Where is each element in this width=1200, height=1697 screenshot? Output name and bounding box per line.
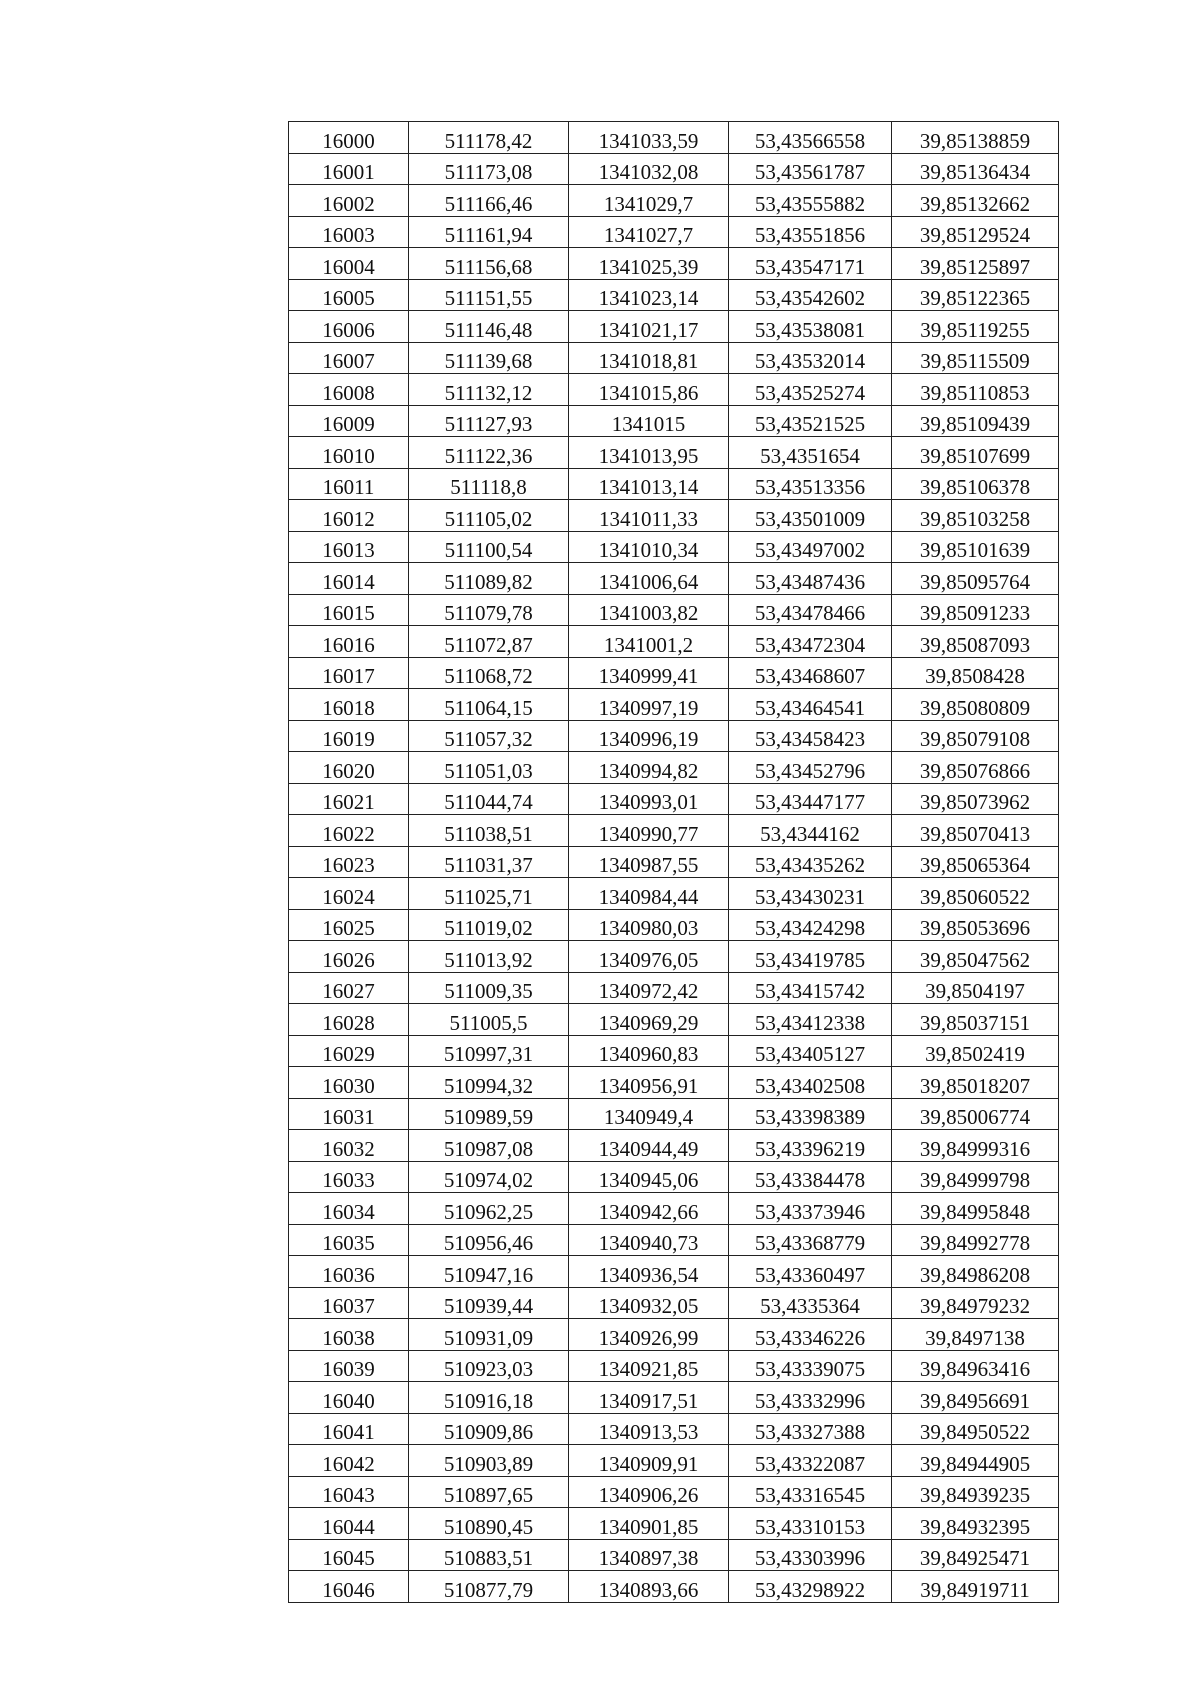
cell-x-coordinate: 511166,46 [409, 185, 569, 217]
cell-y-coordinate: 1340897,38 [569, 1539, 729, 1571]
cell-longitude: 39,85095764 [892, 563, 1059, 595]
cell-y-coordinate: 1341001,2 [569, 626, 729, 658]
table-row [289, 185, 1059, 217]
table-row [289, 1350, 1059, 1382]
cell-x-coordinate: 510987,08 [409, 1130, 569, 1162]
cell-y-coordinate: 1340980,03 [569, 909, 729, 941]
table-row [289, 1571, 1059, 1603]
cell-y-coordinate: 1340917,51 [569, 1382, 729, 1414]
cell-x-coordinate: 511122,36 [409, 437, 569, 469]
cell-point-number: 16009 [289, 405, 409, 437]
cell-longitude: 39,85065364 [892, 846, 1059, 878]
cell-x-coordinate: 511127,93 [409, 405, 569, 437]
table-row [289, 1035, 1059, 1067]
cell-latitude: 53,43373946 [729, 1193, 892, 1225]
cell-point-number: 16041 [289, 1413, 409, 1445]
table-row [289, 342, 1059, 374]
cell-longitude: 39,85122365 [892, 279, 1059, 311]
cell-x-coordinate: 510939,44 [409, 1287, 569, 1319]
cell-longitude: 39,85125897 [892, 248, 1059, 280]
table-row [289, 783, 1059, 815]
cell-x-coordinate: 511161,94 [409, 216, 569, 248]
cell-latitude: 53,43561787 [729, 153, 892, 185]
cell-point-number: 16044 [289, 1508, 409, 1540]
cell-longitude: 39,84944905 [892, 1445, 1059, 1477]
table-row [289, 216, 1059, 248]
cell-x-coordinate: 510877,79 [409, 1571, 569, 1603]
cell-x-coordinate: 511072,87 [409, 626, 569, 658]
cell-longitude: 39,85107699 [892, 437, 1059, 469]
table-row [289, 153, 1059, 185]
table-row [289, 720, 1059, 752]
cell-x-coordinate: 511031,37 [409, 846, 569, 878]
cell-point-number: 16031 [289, 1098, 409, 1130]
table-row [289, 1193, 1059, 1225]
cell-longitude: 39,85136434 [892, 153, 1059, 185]
table-row [289, 1413, 1059, 1445]
cell-point-number: 16021 [289, 783, 409, 815]
table-row [289, 279, 1059, 311]
cell-y-coordinate: 1341011,33 [569, 500, 729, 532]
cell-x-coordinate: 511146,48 [409, 311, 569, 343]
cell-x-coordinate: 511132,12 [409, 374, 569, 406]
cell-y-coordinate: 1341023,14 [569, 279, 729, 311]
cell-latitude: 53,43542602 [729, 279, 892, 311]
cell-y-coordinate: 1340960,83 [569, 1035, 729, 1067]
cell-latitude: 53,43547171 [729, 248, 892, 280]
table-row [289, 846, 1059, 878]
cell-point-number: 16022 [289, 815, 409, 847]
cell-longitude: 39,85073962 [892, 783, 1059, 815]
cell-longitude: 39,84979232 [892, 1287, 1059, 1319]
cell-latitude: 53,4344162 [729, 815, 892, 847]
cell-y-coordinate: 1341015 [569, 405, 729, 437]
cell-point-number: 16043 [289, 1476, 409, 1508]
cell-latitude: 53,43360497 [729, 1256, 892, 1288]
cell-longitude: 39,84992778 [892, 1224, 1059, 1256]
table-row [289, 437, 1059, 469]
cell-x-coordinate: 510903,89 [409, 1445, 569, 1477]
cell-x-coordinate: 511057,32 [409, 720, 569, 752]
cell-longitude: 39,85103258 [892, 500, 1059, 532]
cell-point-number: 16005 [289, 279, 409, 311]
cell-y-coordinate: 1340994,82 [569, 752, 729, 784]
cell-y-coordinate: 1340999,41 [569, 657, 729, 689]
cell-latitude: 53,43464541 [729, 689, 892, 721]
cell-latitude: 53,43412338 [729, 1004, 892, 1036]
table-row [289, 1476, 1059, 1508]
cell-point-number: 16039 [289, 1350, 409, 1382]
cell-x-coordinate: 511156,68 [409, 248, 569, 280]
cell-longitude: 39,85109439 [892, 405, 1059, 437]
cell-y-coordinate: 1340969,29 [569, 1004, 729, 1036]
cell-longitude: 39,84963416 [892, 1350, 1059, 1382]
cell-longitude: 39,8508428 [892, 657, 1059, 689]
cell-point-number: 16001 [289, 153, 409, 185]
cell-point-number: 16018 [289, 689, 409, 721]
cell-y-coordinate: 1341006,64 [569, 563, 729, 595]
cell-x-coordinate: 510994,32 [409, 1067, 569, 1099]
cell-latitude: 53,43447177 [729, 783, 892, 815]
cell-point-number: 16003 [289, 216, 409, 248]
cell-x-coordinate: 511013,92 [409, 941, 569, 973]
cell-longitude: 39,84999316 [892, 1130, 1059, 1162]
cell-longitude: 39,85115509 [892, 342, 1059, 374]
table-row [289, 657, 1059, 689]
table-row [289, 1445, 1059, 1477]
cell-x-coordinate: 511038,51 [409, 815, 569, 847]
cell-point-number: 16037 [289, 1287, 409, 1319]
cell-longitude: 39,85106378 [892, 468, 1059, 500]
table-row [289, 1004, 1059, 1036]
cell-latitude: 53,43430231 [729, 878, 892, 910]
cell-y-coordinate: 1340921,85 [569, 1350, 729, 1382]
cell-x-coordinate: 511105,02 [409, 500, 569, 532]
cell-y-coordinate: 1340996,19 [569, 720, 729, 752]
cell-point-number: 16007 [289, 342, 409, 374]
cell-x-coordinate: 511009,35 [409, 972, 569, 1004]
cell-x-coordinate: 511151,55 [409, 279, 569, 311]
cell-latitude: 53,43468607 [729, 657, 892, 689]
cell-y-coordinate: 1340901,85 [569, 1508, 729, 1540]
cell-y-coordinate: 1340893,66 [569, 1571, 729, 1603]
cell-point-number: 16028 [289, 1004, 409, 1036]
cell-latitude: 53,43551856 [729, 216, 892, 248]
cell-point-number: 16046 [289, 1571, 409, 1603]
table-row [289, 500, 1059, 532]
table-row [289, 1130, 1059, 1162]
cell-x-coordinate: 511089,82 [409, 563, 569, 595]
cell-y-coordinate: 1341013,95 [569, 437, 729, 469]
cell-longitude: 39,85079108 [892, 720, 1059, 752]
table-row [289, 1161, 1059, 1193]
cell-point-number: 16017 [289, 657, 409, 689]
cell-x-coordinate: 510890,45 [409, 1508, 569, 1540]
cell-y-coordinate: 1341033,59 [569, 122, 729, 154]
cell-point-number: 16002 [289, 185, 409, 217]
cell-point-number: 16045 [289, 1539, 409, 1571]
cell-latitude: 53,43346226 [729, 1319, 892, 1351]
cell-x-coordinate: 510956,46 [409, 1224, 569, 1256]
cell-point-number: 16040 [289, 1382, 409, 1414]
coordinates-table-body [289, 122, 1059, 1603]
cell-x-coordinate: 511025,71 [409, 878, 569, 910]
cell-point-number: 16026 [289, 941, 409, 973]
cell-y-coordinate: 1340956,91 [569, 1067, 729, 1099]
cell-latitude: 53,43435262 [729, 846, 892, 878]
cell-latitude: 53,43316545 [729, 1476, 892, 1508]
cell-latitude: 53,43339075 [729, 1350, 892, 1382]
cell-longitude: 39,84986208 [892, 1256, 1059, 1288]
table-row [289, 1224, 1059, 1256]
cell-point-number: 16038 [289, 1319, 409, 1351]
table-row [289, 815, 1059, 847]
cell-y-coordinate: 1340942,66 [569, 1193, 729, 1225]
table-row [289, 405, 1059, 437]
cell-y-coordinate: 1340926,99 [569, 1319, 729, 1351]
cell-y-coordinate: 1340997,19 [569, 689, 729, 721]
cell-latitude: 53,43501009 [729, 500, 892, 532]
cell-x-coordinate: 511019,02 [409, 909, 569, 941]
table-row [289, 122, 1059, 154]
cell-point-number: 16004 [289, 248, 409, 280]
cell-longitude: 39,84939235 [892, 1476, 1059, 1508]
cell-point-number: 16035 [289, 1224, 409, 1256]
table-row [289, 594, 1059, 626]
cell-longitude: 39,8504197 [892, 972, 1059, 1004]
coordinates-table [288, 121, 1059, 1603]
cell-y-coordinate: 1341003,82 [569, 594, 729, 626]
cell-y-coordinate: 1341027,7 [569, 216, 729, 248]
cell-y-coordinate: 1340990,77 [569, 815, 729, 847]
cell-longitude: 39,85060522 [892, 878, 1059, 910]
table-row [289, 941, 1059, 973]
cell-latitude: 53,43566558 [729, 122, 892, 154]
cell-y-coordinate: 1340987,55 [569, 846, 729, 878]
cell-point-number: 16013 [289, 531, 409, 563]
cell-latitude: 53,43322087 [729, 1445, 892, 1477]
cell-y-coordinate: 1341015,86 [569, 374, 729, 406]
cell-latitude: 53,43303996 [729, 1539, 892, 1571]
cell-latitude: 53,43402508 [729, 1067, 892, 1099]
table-row [289, 1382, 1059, 1414]
cell-latitude: 53,43384478 [729, 1161, 892, 1193]
cell-longitude: 39,85080809 [892, 689, 1059, 721]
cell-longitude: 39,85101639 [892, 531, 1059, 563]
cell-point-number: 16030 [289, 1067, 409, 1099]
cell-latitude: 53,43487436 [729, 563, 892, 595]
cell-y-coordinate: 1341010,34 [569, 531, 729, 563]
cell-x-coordinate: 510909,86 [409, 1413, 569, 1445]
cell-point-number: 16008 [289, 374, 409, 406]
table-row [289, 972, 1059, 1004]
table-row [289, 468, 1059, 500]
cell-y-coordinate: 1340936,54 [569, 1256, 729, 1288]
cell-latitude: 53,43521525 [729, 405, 892, 437]
cell-x-coordinate: 511051,03 [409, 752, 569, 784]
cell-latitude: 53,43419785 [729, 941, 892, 973]
cell-point-number: 16032 [289, 1130, 409, 1162]
table-row [289, 689, 1059, 721]
cell-longitude: 39,85132662 [892, 185, 1059, 217]
cell-longitude: 39,85018207 [892, 1067, 1059, 1099]
table-row [289, 752, 1059, 784]
cell-longitude: 39,84925471 [892, 1539, 1059, 1571]
table-row [289, 1539, 1059, 1571]
table-row [289, 1287, 1059, 1319]
cell-x-coordinate: 510947,16 [409, 1256, 569, 1288]
cell-x-coordinate: 510897,65 [409, 1476, 569, 1508]
cell-y-coordinate: 1340993,01 [569, 783, 729, 815]
cell-latitude: 53,43478466 [729, 594, 892, 626]
cell-latitude: 53,43310153 [729, 1508, 892, 1540]
cell-latitude: 53,43415742 [729, 972, 892, 1004]
table-row [289, 374, 1059, 406]
cell-y-coordinate: 1341032,08 [569, 153, 729, 185]
cell-y-coordinate: 1340976,05 [569, 941, 729, 973]
table-row [289, 1508, 1059, 1540]
cell-longitude: 39,85110853 [892, 374, 1059, 406]
cell-x-coordinate: 510923,03 [409, 1350, 569, 1382]
cell-latitude: 53,43398389 [729, 1098, 892, 1130]
cell-latitude: 53,43538081 [729, 311, 892, 343]
cell-point-number: 16020 [289, 752, 409, 784]
cell-x-coordinate: 511139,68 [409, 342, 569, 374]
cell-latitude: 53,43327388 [729, 1413, 892, 1445]
cell-point-number: 16019 [289, 720, 409, 752]
cell-y-coordinate: 1341029,7 [569, 185, 729, 217]
cell-x-coordinate: 510974,02 [409, 1161, 569, 1193]
cell-point-number: 16034 [289, 1193, 409, 1225]
cell-latitude: 53,4335364 [729, 1287, 892, 1319]
cell-y-coordinate: 1340949,4 [569, 1098, 729, 1130]
cell-point-number: 16027 [289, 972, 409, 1004]
cell-latitude: 53,43368779 [729, 1224, 892, 1256]
cell-x-coordinate: 511044,74 [409, 783, 569, 815]
cell-longitude: 39,85091233 [892, 594, 1059, 626]
table-row [289, 563, 1059, 595]
cell-longitude: 39,85006774 [892, 1098, 1059, 1130]
cell-x-coordinate: 511173,08 [409, 153, 569, 185]
cell-point-number: 16025 [289, 909, 409, 941]
cell-longitude: 39,84950522 [892, 1413, 1059, 1445]
cell-longitude: 39,85047562 [892, 941, 1059, 973]
cell-point-number: 16016 [289, 626, 409, 658]
cell-longitude: 39,8497138 [892, 1319, 1059, 1351]
cell-y-coordinate: 1340972,42 [569, 972, 729, 1004]
cell-longitude: 39,84995848 [892, 1193, 1059, 1225]
cell-longitude: 39,84956691 [892, 1382, 1059, 1414]
cell-latitude: 53,43405127 [729, 1035, 892, 1067]
cell-y-coordinate: 1341018,81 [569, 342, 729, 374]
cell-latitude: 53,43525274 [729, 374, 892, 406]
table-row [289, 878, 1059, 910]
cell-longitude: 39,84919711 [892, 1571, 1059, 1603]
table-row [289, 1098, 1059, 1130]
table-row [289, 311, 1059, 343]
cell-point-number: 16033 [289, 1161, 409, 1193]
cell-point-number: 16010 [289, 437, 409, 469]
cell-y-coordinate: 1340913,53 [569, 1413, 729, 1445]
cell-latitude: 53,43532014 [729, 342, 892, 374]
cell-y-coordinate: 1340984,44 [569, 878, 729, 910]
cell-longitude: 39,8502419 [892, 1035, 1059, 1067]
cell-latitude: 53,43332996 [729, 1382, 892, 1414]
cell-longitude: 39,85070413 [892, 815, 1059, 847]
table-row [289, 1319, 1059, 1351]
cell-y-coordinate: 1341025,39 [569, 248, 729, 280]
cell-x-coordinate: 511178,42 [409, 122, 569, 154]
cell-y-coordinate: 1340944,49 [569, 1130, 729, 1162]
cell-latitude: 53,43497002 [729, 531, 892, 563]
cell-x-coordinate: 511005,5 [409, 1004, 569, 1036]
cell-latitude: 53,43555882 [729, 185, 892, 217]
cell-latitude: 53,43424298 [729, 909, 892, 941]
cell-latitude: 53,43396219 [729, 1130, 892, 1162]
cell-y-coordinate: 1340906,26 [569, 1476, 729, 1508]
cell-point-number: 16012 [289, 500, 409, 532]
cell-point-number: 16042 [289, 1445, 409, 1477]
cell-x-coordinate: 510883,51 [409, 1539, 569, 1571]
cell-latitude: 53,43458423 [729, 720, 892, 752]
table-row [289, 531, 1059, 563]
cell-latitude: 53,43472304 [729, 626, 892, 658]
table-row [289, 626, 1059, 658]
cell-point-number: 16023 [289, 846, 409, 878]
cell-longitude: 39,85129524 [892, 216, 1059, 248]
cell-x-coordinate: 511068,72 [409, 657, 569, 689]
table-row [289, 1256, 1059, 1288]
cell-x-coordinate: 510916,18 [409, 1382, 569, 1414]
cell-y-coordinate: 1340909,91 [569, 1445, 729, 1477]
cell-point-number: 16000 [289, 122, 409, 154]
cell-x-coordinate: 511118,8 [409, 468, 569, 500]
cell-longitude: 39,84999798 [892, 1161, 1059, 1193]
cell-point-number: 16006 [289, 311, 409, 343]
cell-y-coordinate: 1340940,73 [569, 1224, 729, 1256]
cell-longitude: 39,84932395 [892, 1508, 1059, 1540]
cell-longitude: 39,85076866 [892, 752, 1059, 784]
cell-x-coordinate: 510997,31 [409, 1035, 569, 1067]
cell-longitude: 39,85087093 [892, 626, 1059, 658]
cell-x-coordinate: 510962,25 [409, 1193, 569, 1225]
cell-point-number: 16024 [289, 878, 409, 910]
cell-latitude: 53,43298922 [729, 1571, 892, 1603]
table-row [289, 248, 1059, 280]
cell-point-number: 16014 [289, 563, 409, 595]
cell-x-coordinate: 511064,15 [409, 689, 569, 721]
cell-latitude: 53,4351654 [729, 437, 892, 469]
cell-x-coordinate: 510989,59 [409, 1098, 569, 1130]
cell-x-coordinate: 510931,09 [409, 1319, 569, 1351]
cell-latitude: 53,43513356 [729, 468, 892, 500]
cell-point-number: 16036 [289, 1256, 409, 1288]
cell-longitude: 39,85119255 [892, 311, 1059, 343]
cell-latitude: 53,43452796 [729, 752, 892, 784]
cell-point-number: 16015 [289, 594, 409, 626]
cell-x-coordinate: 511079,78 [409, 594, 569, 626]
cell-longitude: 39,85138859 [892, 122, 1059, 154]
cell-x-coordinate: 511100,54 [409, 531, 569, 563]
cell-longitude: 39,85053696 [892, 909, 1059, 941]
cell-y-coordinate: 1341013,14 [569, 468, 729, 500]
cell-y-coordinate: 1340932,05 [569, 1287, 729, 1319]
cell-point-number: 16011 [289, 468, 409, 500]
table-row [289, 909, 1059, 941]
cell-y-coordinate: 1340945,06 [569, 1161, 729, 1193]
cell-point-number: 16029 [289, 1035, 409, 1067]
table-row [289, 1067, 1059, 1099]
cell-longitude: 39,85037151 [892, 1004, 1059, 1036]
cell-y-coordinate: 1341021,17 [569, 311, 729, 343]
